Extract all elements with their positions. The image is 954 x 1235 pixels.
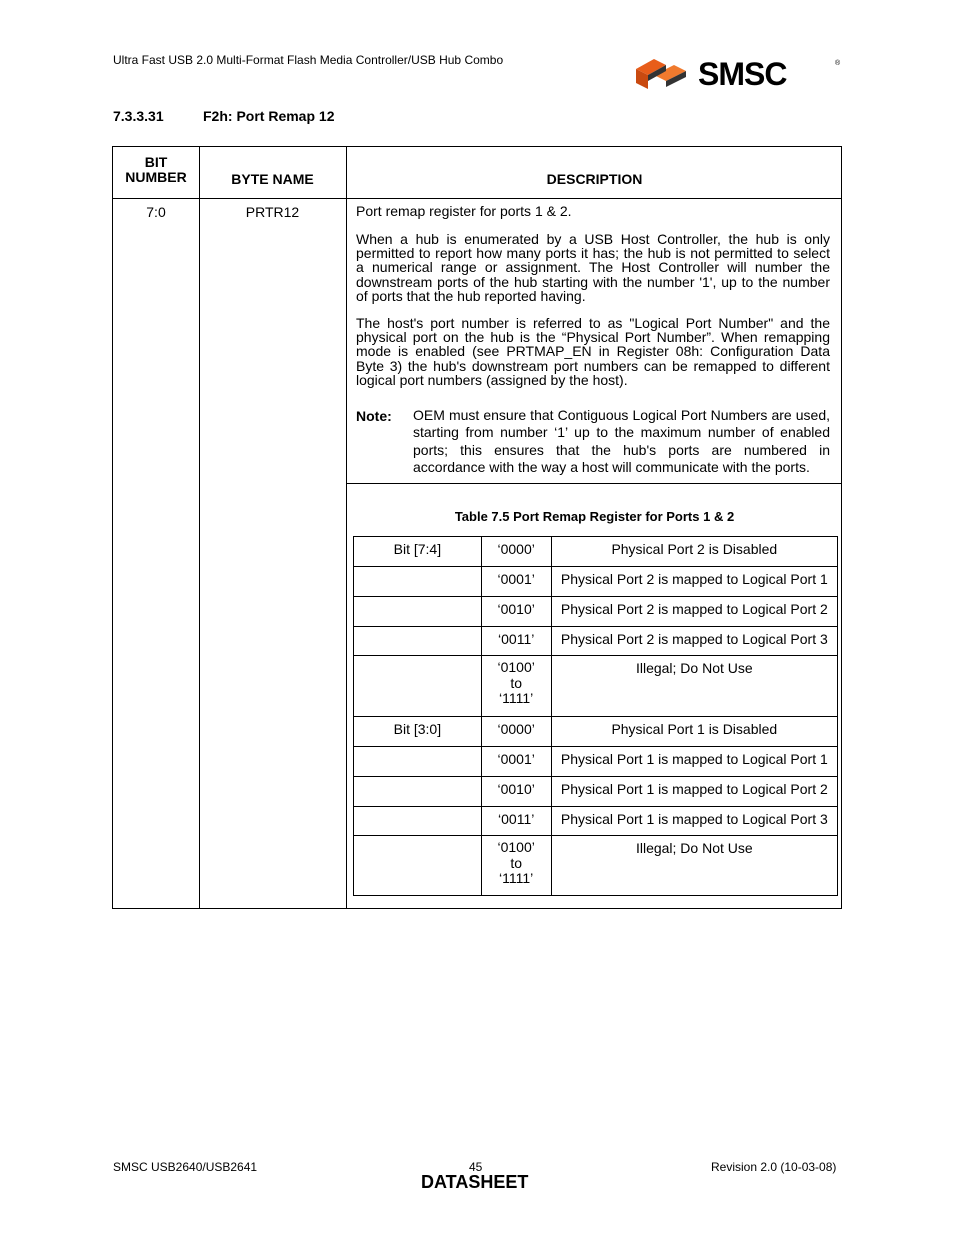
meaning-cell: Physical Port 1 is mapped to Logical Port 1 (551, 747, 837, 777)
value-cell: ‘0000’ (481, 717, 551, 747)
logo-mark-icon (636, 59, 686, 89)
bits-cell: Bit [3:0] (354, 717, 482, 747)
note-label: Note: (356, 408, 392, 424)
footer-part-number: SMSC USB2640/USB2641 (113, 1160, 258, 1174)
table-row (354, 777, 838, 807)
meaning-cell: Physical Port 2 is mapped to Logical Port 1 (551, 567, 837, 597)
bits-cell (354, 597, 482, 627)
table-row (354, 836, 838, 896)
value-cell: ‘0000’ (481, 537, 551, 567)
value-cell: ‘0011’ (481, 627, 551, 656)
meaning-cell: Physical Port 2 is mapped to Logical Port 3 (551, 627, 837, 656)
description-paragraph: When a hub is enumerated by a USB Host Controller, the hub is only permitted to report how many ports it has; the hub is not permitted to select a numerical range or assignment. The Host Controller will number the downstream ports of the hub starting with the number '1', up to the number of ports that the hub reported having. (356, 231, 830, 304)
header-byte-name: BYTE NAME (231, 171, 314, 187)
logo-text: SMSC (698, 56, 787, 91)
meaning-cell: Illegal; Do Not Use (551, 836, 837, 896)
table-caption: Table 7.5 Port Remap Register for Ports 1 & 2 (454, 509, 735, 524)
section-number: 7.3.3.31 (113, 108, 164, 124)
table-row (354, 537, 838, 567)
meaning-cell: Physical Port 2 is Disabled (551, 537, 837, 567)
description-divider (346, 483, 841, 484)
row-bit-number: 7:0 (146, 204, 166, 220)
bits-cell (354, 807, 482, 836)
description-paragraph: The host's port number is referred to as "Logical Port Number" and the physical port on the hub is the “Physical Port Number”. When remapping mode is enabled (see PRTMAP_EN in Register 08h: Configuration Data Byte 3) the hub's downstream port numbers can be remapped to different logical port numbers (assigned by the host). (356, 315, 830, 388)
footer-page-number: 45 (469, 1160, 483, 1174)
footer-doc-type: DATASHEET (421, 1172, 529, 1192)
bits-cell (354, 777, 482, 807)
section-heading (113, 108, 334, 124)
table-row (354, 567, 838, 597)
bits-cell (354, 627, 482, 656)
bits-cell: Bit [7:4] (354, 537, 482, 567)
table-row (354, 597, 838, 627)
running-header-title: Ultra Fast USB 2.0 Multi-Format Flash Media Controller/USB Hub Combo (113, 53, 504, 67)
column-divider (199, 147, 200, 908)
bits-cell (354, 656, 482, 717)
footer-revision: Revision 2.0 (10-03-08) (711, 1160, 837, 1174)
column-divider (346, 147, 347, 908)
logo-registered-mark: ® (835, 60, 841, 67)
header-bit-number: BIT NUMBER (125, 154, 187, 185)
table-row (354, 807, 838, 836)
table-row (354, 747, 838, 777)
bits-cell (354, 567, 482, 597)
meaning-cell: Physical Port 1 is mapped to Logical Port 3 (551, 807, 837, 836)
value-range-cell: ‘0100’ to ‘1111’ (481, 836, 551, 896)
table-row (354, 627, 838, 656)
meaning-cell: Physical Port 2 is mapped to Logical Port 2 (551, 597, 837, 627)
bits-cell (354, 747, 482, 777)
port-remap-table (353, 536, 838, 896)
meaning-cell: Illegal; Do Not Use (551, 656, 837, 717)
description-intro: Port remap register for ports 1 & 2. (356, 203, 572, 219)
smsc-logo (634, 55, 844, 91)
note-text: OEM must ensure that Contiguous Logical Port Numbers are used, starting from number ‘1’ up to the maximum number of enabled ports; this ensures that the hub's ports are numbered in accordance with the way a host will communicate with the ports. (413, 407, 830, 476)
value-cell: ‘0001’ (481, 567, 551, 597)
section-title: F2h: Port Remap 12 (203, 108, 335, 124)
value-cell: ‘0010’ (481, 777, 551, 807)
value-cell: ‘0001’ (481, 747, 551, 777)
value-cell: ‘0011’ (481, 807, 551, 836)
meaning-cell: Physical Port 1 is Disabled (551, 717, 837, 747)
table-row (354, 656, 838, 717)
meaning-cell: Physical Port 1 is mapped to Logical Port 2 (551, 777, 837, 807)
table-row (354, 717, 838, 747)
header-description: DESCRIPTION (546, 171, 643, 187)
bits-cell (354, 836, 482, 896)
header-divider (113, 198, 841, 199)
register-table (112, 146, 842, 909)
value-cell: ‘0010’ (481, 597, 551, 627)
row-byte-name: PRTR12 (245, 204, 300, 220)
value-range-cell: ‘0100’ to ‘1111’ (481, 656, 551, 717)
